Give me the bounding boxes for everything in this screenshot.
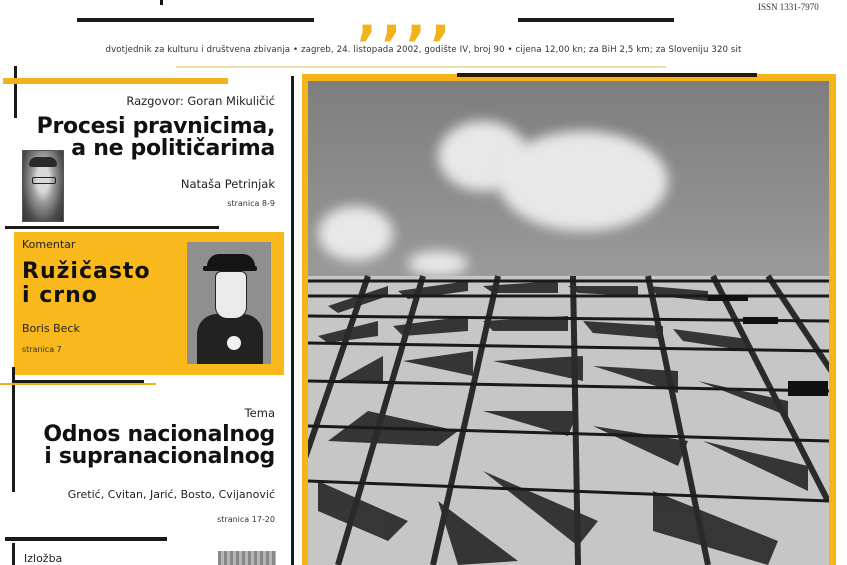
article-page-ref: stranica 17-20	[217, 515, 275, 524]
caricature-face	[215, 271, 247, 319]
caricature-badge	[227, 336, 241, 350]
exhibition-thumbnail	[218, 551, 276, 565]
article-kicker: Komentar	[22, 238, 76, 251]
headline-line: a ne političarima	[71, 136, 275, 162]
headline-line: Procesi pravnicima,	[36, 114, 275, 139]
masthead-rule-left	[77, 18, 314, 22]
left-vertical-rule	[12, 543, 15, 565]
photo-top-rule	[457, 73, 757, 77]
issn-number: ISSN 1331-7970	[758, 2, 819, 12]
headline-line: i supranacionalnog	[44, 444, 275, 470]
article-kicker: Razgovor: Goran Mikuličić	[126, 94, 275, 108]
tagline-underline	[176, 66, 666, 68]
article-kicker: Tema	[244, 406, 275, 420]
masthead-rule-right	[518, 18, 674, 22]
masthead-tick	[160, 0, 163, 5]
article-byline: Boris Beck	[22, 322, 80, 335]
article-headline-comment[interactable]	[22, 260, 151, 308]
section-yellow-rule	[0, 383, 156, 385]
four-yellow-commas-icon: ‚‚‚‚	[356, 0, 455, 48]
article-kicker: Izložba	[24, 552, 63, 565]
caricature-illustration	[187, 242, 271, 364]
headline-line: Ružičasto	[22, 259, 151, 284]
article-byline: Nataša Petrinjak	[180, 177, 275, 191]
headline-line: i crno	[22, 282, 98, 308]
portrait-glasses	[32, 177, 56, 184]
portrait-hair	[29, 157, 57, 167]
article-headline-theme[interactable]	[15, 424, 275, 469]
column-divider	[291, 76, 294, 565]
section-rule	[5, 537, 167, 541]
article-byline: Gretić, Cvitan, Jarić, Bosto, Cvijanović	[67, 488, 275, 501]
left-vertical-rule	[14, 66, 17, 118]
cover-photo-building	[308, 81, 829, 565]
issue-tagline: dvotjednik za kulturu i društvena zbivanja • zagreb, 24. listopada 2002, godište IV, broj 90 • cijena 12,00 kn; za BiH 2,5 km; za Sloveniju 320 sit	[105, 45, 742, 55]
left-yellow-rule	[3, 78, 228, 84]
section-rule	[5, 226, 219, 229]
article-page-ref: stranica 8-9	[227, 199, 275, 208]
portrait-photo	[22, 150, 64, 222]
headline-line: Odnos nacionalnog	[43, 422, 275, 447]
article-page-ref: stranica 7	[22, 345, 62, 354]
caricature-cap-brim	[203, 266, 257, 271]
facade-grid	[308, 81, 829, 565]
